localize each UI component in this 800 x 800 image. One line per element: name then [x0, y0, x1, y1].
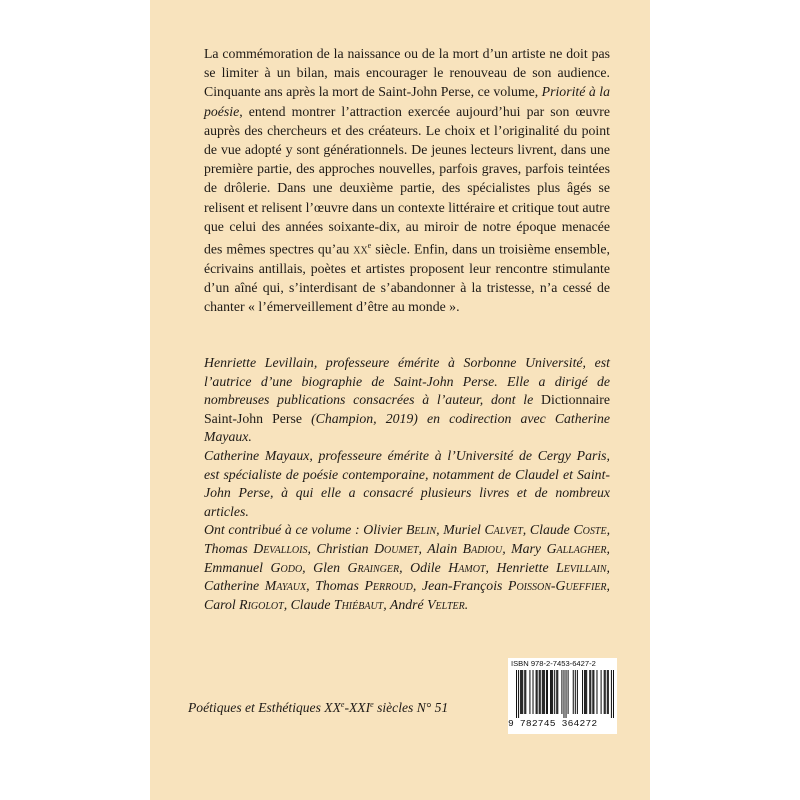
barcode-bar — [554, 670, 555, 714]
isbn-text: ISBN 978-2-7453-6427-2 — [511, 659, 596, 668]
contributor: Alain Badiou — [427, 540, 503, 556]
contributor: Christian Doumet — [316, 540, 419, 556]
barcode-bar — [537, 670, 538, 714]
authors-block — [204, 354, 610, 614]
barcode-bar — [521, 670, 522, 714]
barcode-digits: 9 782745 364272 — [508, 718, 598, 729]
dictionary-title: Dictionnaire Saint-John Perse — [204, 392, 610, 426]
contributor: Glen Grainger — [313, 559, 400, 575]
contributor: Thomas Devallois — [204, 540, 308, 556]
barcode-bar — [544, 670, 545, 714]
series-line: Poétiques et Esthétiques XXe-XXIe siècles N° 51 — [188, 700, 449, 715]
contributor-names: Olivier Belin, Muriel Calvet, Claude Coste, Thomas Devallois, Christian Doumet, Alain Badiou, Mary Gallagher, Emmanuel Godo, Glen Grainger, Odile Hamot, Henriette Levillain, Catherine Mayaux, Thomas Perroud, Jean-François Poisson-Gueffier, Carol Rigolot, Claude Thiébaut, André Velter. — [204, 522, 611, 612]
contributor: Emmanuel Godo — [204, 559, 303, 575]
contributor: Olivier Belin — [363, 522, 437, 538]
barcode-bar — [608, 670, 609, 714]
summary-paragraph: La commémoration de la naissance ou de la mort d’un artiste ne doit pas se limiter à un bilan, mais encourager le renouveau de son audience. Cinquante ans après la mort de Saint-John Perse, ce volume, Priorité à la poésie, entend montrer l’attraction exercée aujourd’hui par son œuvre auprès des chercheurs et des créateurs. Le choix et l’originalité du point de vue adopté y sont générationnels. De jeunes lecteurs livrent, dans une première partie, des approches nouvelles, parfois graves, parfois teintées de drôlerie. Dans une deuxième partie, des spécialistes plus âgés se relisent et relisent l’œuvre dans un contexte littéraire et critique tout autre que celui des années soixante-dix, au miroir de notre époque menacée des mêmes spectres qu’au $xx^e$ siècle. Enfin, dans un troisième ensemble, écrivains antillais, poètes et artistes proposent leur rencontre stimulante d’un aîné qui, s’interdisant de s’abandonner à la tristesse, n’a cessé de chanter « l’émerveillement d’être au monde ». — [204, 46, 610, 315]
barcode-bar — [592, 670, 593, 714]
levillain-bio: Henriette Levillain, professeure émérite à Sorbonne Université, est l’autrice d’une biographie de Saint-John Perse. Elle a dirigé de nombreuses publications consacrées à l’auteur, dont le Dictionnaire Saint-John Perse (Champion, 2019) en codirection avec Catherine Mayaux. — [204, 355, 611, 445]
barcode-bar — [518, 670, 519, 718]
barcode-bar — [524, 670, 525, 714]
barcode-bar — [607, 670, 608, 714]
barcode-bar — [573, 670, 574, 714]
barcode-bar — [568, 670, 569, 714]
barcode-bar — [590, 670, 591, 714]
barcode-bar — [550, 670, 551, 714]
barcode-bar — [522, 670, 523, 714]
barcode-bar — [547, 670, 548, 714]
barcode-bar — [566, 670, 567, 718]
contributor: Catherine Mayaux — [204, 578, 307, 594]
barcode-bar — [584, 670, 585, 714]
barcode-bar — [582, 670, 583, 714]
contributor: André Velter — [389, 596, 465, 612]
barcode-bar — [539, 670, 540, 714]
barcode-bar — [561, 670, 562, 714]
barcode-bar — [536, 670, 537, 714]
barcode-bar — [596, 670, 597, 714]
barcode-bar — [529, 670, 530, 714]
contributor: Odile Hamot — [410, 559, 486, 575]
barcode-bar — [551, 670, 552, 714]
barcode-label — [508, 658, 617, 734]
contributor: Claude Coste — [529, 522, 607, 538]
book-title: Priorité à la poésie — [204, 84, 610, 119]
barcode-bar — [557, 670, 558, 714]
barcode-bar — [543, 670, 544, 714]
barcode-bar — [533, 670, 534, 714]
contributor: Mary Gallagher — [511, 540, 607, 556]
barcode-bar — [589, 670, 590, 714]
contributor: Henriette Levillain — [496, 559, 607, 575]
barcode-bar — [585, 670, 586, 714]
barcode-bar — [542, 670, 543, 714]
barcode-bar — [546, 670, 547, 714]
barcode-bar — [552, 670, 553, 714]
contributor: Thomas Perroud — [315, 578, 413, 594]
barcode-bar — [516, 670, 517, 718]
barcode-bar — [605, 670, 606, 714]
barcode-bar — [520, 670, 521, 714]
contributor: Jean-François Poisson-Gueffier — [421, 578, 607, 594]
century-numeral: xx — [353, 241, 368, 257]
barcode-bar — [525, 670, 526, 714]
barcode-bar — [556, 670, 557, 714]
barcode-icon — [516, 670, 614, 718]
mayaux-bio: Catherine Mayaux, professeure émérite à l’Université de Cergy Paris, est spécialiste de poésie contemporaine, notamment de Claudel et Saint-John Perse, à qui elle a consacré plusieurs livres et de nombreux articles. — [204, 447, 610, 519]
contributor: Muriel Calvet — [443, 522, 523, 538]
barcode-bar — [575, 670, 576, 714]
barcode-bar — [563, 670, 564, 718]
barcode-bar — [613, 670, 614, 718]
barcode-bar — [577, 670, 578, 714]
barcode-bar — [586, 670, 587, 714]
contributors-list: Ont contribué à ce volume : Olivier Belin, Muriel Calvet, Claude Coste, Thomas Devallois, Christian Doumet, Alain Badiou, Mary Gallagher, Emmanuel Godo, Glen Grainger, Odile Hamot, Henriette Levillain, Catherine Mayaux, Thomas Perroud, Jean-François Poisson-Gueffier, Carol Rigolot, Claude Thiébaut, André Velter. — [204, 522, 611, 612]
barcode-bar — [540, 670, 541, 714]
contributor: Claude Thiébaut — [290, 596, 384, 612]
barcode-bar — [604, 670, 605, 714]
summary-text — [204, 44, 610, 316]
barcode-bar — [593, 670, 594, 714]
barcode-bar — [611, 670, 612, 718]
barcode-bar — [601, 670, 602, 714]
contributor: Carol Rigolot — [204, 596, 284, 612]
